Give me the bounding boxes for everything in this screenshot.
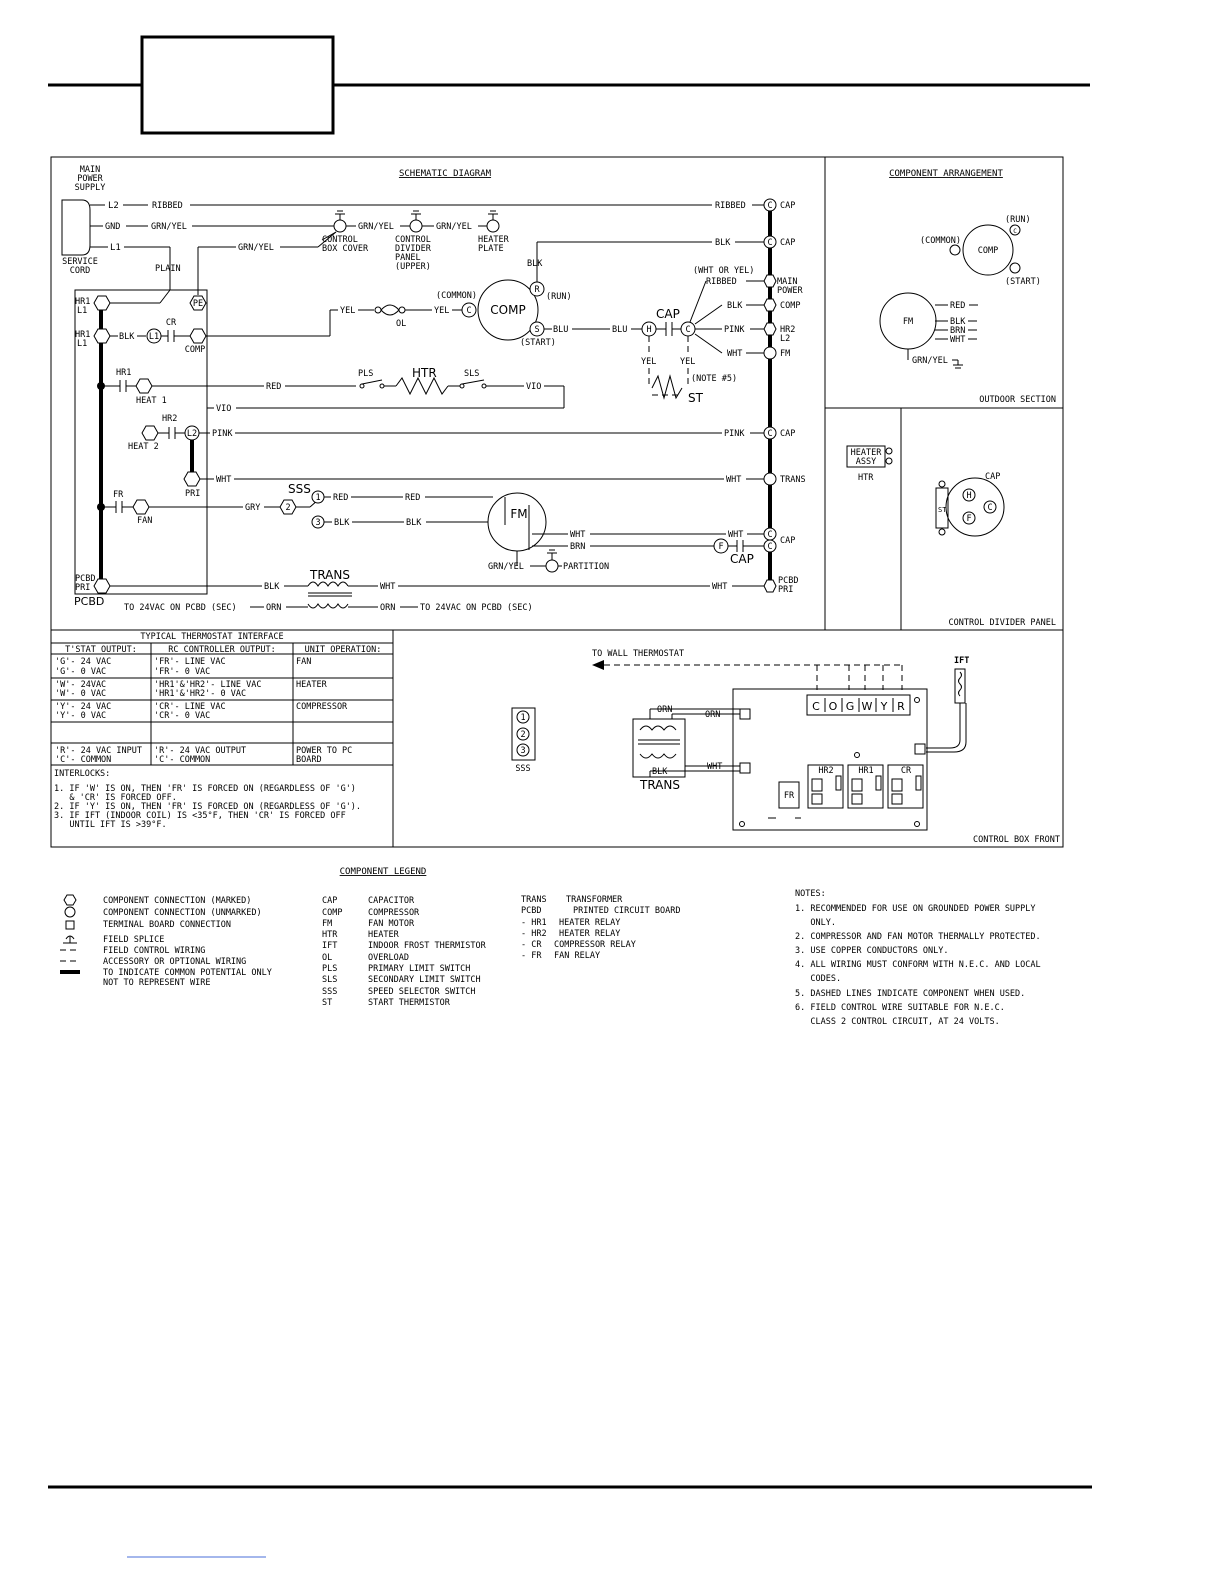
svg-text:PRIMARY LIMIT SWITCH: PRIMARY LIMIT SWITCH	[368, 964, 471, 974]
ground-control-box-cover	[322, 211, 369, 254]
svg-text:CAP: CAP	[780, 429, 796, 439]
svg-text:FM: FM	[902, 317, 914, 327]
svg-text:HTR: HTR	[412, 366, 437, 380]
svg-text:'FR'- LINE VAC: 'FR'- LINE VAC	[154, 657, 226, 667]
svg-text:BRN: BRN	[950, 326, 966, 336]
svg-text:L2: L2	[780, 334, 791, 344]
svg-text:PINK: PINK	[724, 429, 745, 439]
svg-text:COMP: COMP	[322, 908, 343, 918]
svg-text:2. COMPRESSOR AND FAN MOTOR TH: 2. COMPRESSOR AND FAN MOTOR THERMALLY PROTECTED.	[795, 932, 1041, 942]
svg-text:2: 2	[520, 730, 526, 740]
svg-text:TRANS: TRANS	[521, 895, 547, 905]
svg-text:TO 24VAC ON PCBD (SEC): TO 24VAC ON PCBD (SEC)	[124, 603, 237, 613]
svg-text:3. USE COPPER CONDUCTORS ONLY.: 3. USE COPPER CONDUCTORS ONLY.	[795, 946, 949, 956]
svg-text:(START): (START)	[520, 338, 556, 348]
component-arrangement-title: COMPONENT ARRANGEMENT	[889, 169, 1003, 179]
svg-text:H: H	[646, 325, 652, 335]
svg-text:BLK: BLK	[527, 259, 543, 269]
svg-text:BOARD: BOARD	[296, 755, 322, 765]
right-terminals	[690, 199, 803, 359]
svg-text:HR1: HR1	[116, 368, 132, 378]
ground-control-divider-upper	[395, 211, 432, 272]
svg-text:UNIT OPERATION:: UNIT OPERATION:	[304, 645, 382, 655]
svg-text:FM: FM	[780, 349, 791, 359]
svg-text:WHT: WHT	[380, 582, 396, 592]
svg-text:WHT: WHT	[707, 762, 723, 772]
svg-text:WHT: WHT	[726, 475, 742, 485]
svg-text:CONTROL: CONTROL	[322, 235, 358, 245]
main-power-supply	[62, 165, 105, 276]
svg-text:POWER: POWER	[77, 174, 103, 184]
ribbed-wire-label: RIBBED	[152, 201, 183, 211]
hr2-circuit	[128, 414, 795, 472]
svg-text:RED: RED	[333, 493, 349, 503]
svg-text:C: C	[767, 429, 773, 439]
svg-text:HR2: HR2	[780, 325, 796, 335]
fan-motor	[488, 493, 546, 551]
svg-text:FM: FM	[510, 507, 528, 521]
gnd-label: GND	[105, 222, 121, 232]
svg-text:F: F	[718, 542, 724, 552]
svg-text:WHT: WHT	[728, 530, 744, 540]
svg-text:C: C	[1013, 228, 1017, 235]
svg-text:YEL: YEL	[680, 357, 696, 367]
svg-text:START THERMISTOR: START THERMISTOR	[368, 998, 450, 1008]
svg-text:(WHT OR YEL): (WHT OR YEL)	[693, 266, 755, 276]
svg-text:C: C	[812, 700, 820, 713]
control-box-front-label: CONTROL BOX FRONT	[973, 835, 1060, 845]
svg-text:F: F	[966, 514, 972, 524]
svg-text:BLK: BLK	[334, 518, 350, 528]
svg-text:(RUN): (RUN)	[546, 292, 572, 302]
svg-text:PLATE: PLATE	[478, 244, 504, 254]
svg-text:CAP: CAP	[780, 201, 796, 211]
transformer-circuit	[74, 568, 798, 613]
svg-text:COMP: COMP	[780, 301, 801, 311]
svg-text:(START): (START)	[1005, 277, 1041, 287]
svg-text:PINK: PINK	[212, 429, 233, 439]
svg-text:'CR'- LINE VAC: 'CR'- LINE VAC	[154, 702, 226, 712]
svg-text:BLU: BLU	[612, 325, 628, 335]
svg-text:W: W	[861, 700, 873, 713]
svg-text:TRANS: TRANS	[310, 568, 350, 582]
svg-text:PCBD: PCBD	[75, 574, 96, 584]
svg-text:4. ALL WIRING MUST CONFORM WIT: 4. ALL WIRING MUST CONFORM WITH N.E.C. AND LOCAL	[795, 960, 1041, 970]
svg-text:POWER: POWER	[777, 286, 803, 296]
svg-text:SPEED SELECTOR SWITCH: SPEED SELECTOR SWITCH	[368, 987, 476, 997]
svg-text:HR1: HR1	[75, 297, 91, 307]
svg-text:HEAT 2: HEAT 2	[128, 442, 159, 452]
svg-text:ACCESSORY OR OPTIONAL WIRING: ACCESSORY OR OPTIONAL WIRING	[103, 957, 247, 967]
svg-text:CAP: CAP	[780, 536, 796, 546]
svg-text:HEAT 1: HEAT 1	[136, 396, 167, 406]
svg-text:PINK: PINK	[724, 325, 745, 335]
svg-text:1: 1	[520, 713, 526, 723]
svg-text:TRANSFORMER: TRANSFORMER	[566, 895, 623, 905]
legend-abbreviations	[322, 896, 487, 1008]
start-thermistor	[641, 336, 737, 405]
svg-text:WHT: WHT	[570, 530, 586, 540]
svg-text:WHT: WHT	[727, 349, 743, 359]
svg-text:RIBBED: RIBBED	[706, 277, 737, 287]
svg-text:PRI: PRI	[75, 583, 91, 593]
svg-text:CAPACITOR: CAPACITOR	[368, 896, 415, 906]
svg-text:YEL: YEL	[641, 357, 657, 367]
svg-text:HTR: HTR	[322, 930, 338, 940]
svg-text:RC CONTROLLER OUTPUT:: RC CONTROLLER OUTPUT:	[168, 645, 276, 655]
svg-text:COMPRESSOR: COMPRESSOR	[296, 702, 348, 712]
svg-text:'FR'- 0 VAC: 'FR'- 0 VAC	[154, 667, 211, 677]
svg-text:HR1: HR1	[858, 766, 874, 776]
svg-text:PCBD: PCBD	[778, 576, 799, 586]
svg-text:(COMMON): (COMMON)	[436, 291, 477, 301]
svg-text:SSS: SSS	[288, 482, 311, 496]
svg-text:BLK: BLK	[727, 301, 743, 311]
svg-text:CODES.: CODES.	[795, 974, 842, 984]
svg-text:OL: OL	[396, 319, 407, 329]
svg-text:PARTITION: PARTITION	[563, 562, 610, 572]
svg-text:2. IF 'Y' IS ON, THEN 'FR' IS: 2. IF 'Y' IS ON, THEN 'FR' IS FORCED ON (REGARDLESS OF 'G').	[54, 802, 362, 812]
svg-text:SSS: SSS	[322, 987, 338, 997]
svg-text:S: S	[534, 325, 540, 335]
svg-text:PLS: PLS	[322, 964, 338, 974]
svg-text:'C'- COMMON: 'C'- COMMON	[55, 755, 112, 765]
svg-text:WHT: WHT	[712, 582, 728, 592]
svg-text:- HR1: - HR1	[521, 918, 547, 928]
svg-text:GRY: GRY	[245, 503, 261, 513]
hr1-l1-terminal	[75, 290, 170, 316]
svg-text:T'STAT OUTPUT:: T'STAT OUTPUT:	[65, 645, 137, 655]
svg-text:3: 3	[315, 518, 321, 528]
svg-text:'R'- 24 VAC OUTPUT: 'R'- 24 VAC OUTPUT	[154, 746, 247, 756]
svg-text:PRI: PRI	[778, 585, 794, 595]
svg-text:PRINTED CIRCUIT BOARD: PRINTED CIRCUIT BOARD	[573, 906, 681, 916]
svg-text:HTR: HTR	[858, 473, 874, 483]
svg-text:BOX COVER: BOX COVER	[322, 244, 369, 254]
svg-text:BLU: BLU	[553, 325, 569, 335]
svg-text:HEATER: HEATER	[850, 448, 882, 458]
svg-text:R: R	[534, 285, 540, 295]
svg-text:- CR: - CR	[521, 940, 542, 950]
pri-circuit	[184, 472, 806, 499]
svg-text:HEATER RELAY: HEATER RELAY	[559, 918, 621, 928]
svg-text:'Y'- 24 VAC: 'Y'- 24 VAC	[55, 702, 112, 712]
svg-text:UNTIL IFT IS >39°F.: UNTIL IFT IS >39°F.	[54, 820, 167, 830]
svg-text:SLS: SLS	[464, 369, 480, 379]
svg-text:PANEL: PANEL	[395, 253, 421, 263]
legend-symbols	[60, 895, 272, 988]
svg-text:FAN RELAY: FAN RELAY	[554, 951, 601, 961]
svg-text:GRN/YEL: GRN/YEL	[912, 356, 948, 366]
plain-label: PLAIN	[155, 264, 181, 274]
svg-text:'G'- 0 VAC: 'G'- 0 VAC	[55, 667, 107, 677]
svg-text:(UPPER): (UPPER)	[395, 262, 431, 272]
svg-text:CONTROL: CONTROL	[395, 235, 431, 245]
svg-text:C: C	[767, 201, 773, 211]
arrangement-capacitor	[936, 472, 1004, 536]
svg-text:CAP: CAP	[985, 472, 1001, 482]
svg-text:PE: PE	[192, 299, 204, 309]
svg-text:POWER TO PC: POWER TO PC	[296, 746, 353, 756]
svg-text:ST: ST	[688, 391, 703, 405]
svg-text:ORN: ORN	[380, 603, 396, 613]
control-divider-panel-label: CONTROL DIVIDER PANEL	[948, 618, 1056, 628]
svg-text:'W'- 24VAC: 'W'- 24VAC	[55, 680, 107, 690]
svg-text:SSS: SSS	[515, 764, 531, 774]
svg-text:GRN/YEL: GRN/YEL	[238, 243, 274, 253]
heater-circuit	[97, 366, 564, 414]
svg-text:PCBD: PCBD	[521, 906, 542, 916]
svg-text:C: C	[466, 306, 472, 316]
svg-text:COMPRESSOR: COMPRESSOR	[368, 908, 420, 918]
svg-text:IFT: IFT	[954, 656, 970, 666]
svg-text:VIO: VIO	[526, 382, 542, 392]
svg-text:C: C	[987, 503, 993, 513]
svg-text:TO INDICATE COMMON POTENTIAL O: TO INDICATE COMMON POTENTIAL ONLY	[103, 968, 272, 978]
svg-text:'R'- 24 VAC INPUT: 'R'- 24 VAC INPUT	[55, 746, 142, 756]
svg-text:3: 3	[520, 746, 526, 756]
svg-text:COMP: COMP	[184, 345, 206, 355]
svg-text:L1: L1	[77, 306, 88, 316]
svg-text:'CR'- 0 VAC: 'CR'- 0 VAC	[154, 711, 211, 721]
svg-text:'G'- 24 VAC: 'G'- 24 VAC	[55, 657, 112, 667]
svg-text:TYPICAL THERMOSTAT INTERFACE: TYPICAL THERMOSTAT INTERFACE	[140, 632, 284, 642]
svg-text:HR2: HR2	[818, 766, 834, 776]
legend-abbreviations-2	[521, 895, 680, 961]
svg-text:TO 24VAC ON PCBD (SEC): TO 24VAC ON PCBD (SEC)	[420, 603, 533, 613]
svg-text:BLK: BLK	[264, 582, 280, 592]
svg-text:GRN/YEL: GRN/YEL	[151, 222, 187, 232]
svg-text:NOT TO REPRESENT WIRE: NOT TO REPRESENT WIRE	[103, 978, 211, 988]
svg-text:OL: OL	[322, 953, 333, 963]
svg-text:MAIN: MAIN	[79, 165, 101, 175]
svg-text:RED: RED	[950, 301, 966, 311]
svg-text:RIBBED: RIBBED	[715, 201, 746, 211]
svg-text:'W'- 0 VAC: 'W'- 0 VAC	[55, 689, 107, 699]
schematic-title: SCHEMATIC DIAGRAM	[398, 169, 492, 179]
svg-text:3. IF IFT (INDOOR COIL) IS <35: 3. IF IFT (INDOOR COIL) IS <35°F, THEN 'CR' IS FORCED OFF	[54, 811, 346, 821]
svg-text:- HR2: - HR2	[521, 929, 547, 939]
svg-text:1. RECOMMENDED FOR USE ON GROU: 1. RECOMMENDED FOR USE ON GROUNDED POWER SUPPLY	[795, 904, 1036, 914]
pe-terminal	[190, 296, 206, 310]
svg-text:(NOTE #5): (NOTE #5)	[691, 374, 738, 384]
svg-text:TERMINAL BOARD CONNECTION: TERMINAL BOARD CONNECTION	[103, 920, 231, 930]
svg-text:L1: L1	[77, 339, 88, 349]
fan-circuit	[97, 482, 795, 572]
svg-text:BLK: BLK	[652, 767, 668, 777]
svg-text:RED: RED	[405, 493, 421, 503]
svg-text:WHT: WHT	[950, 335, 966, 345]
svg-text:GRN/YEL: GRN/YEL	[358, 222, 394, 232]
svg-text:BRN: BRN	[570, 542, 586, 552]
svg-text:(RUN): (RUN)	[1005, 215, 1031, 225]
svg-text:BLK: BLK	[406, 518, 422, 528]
svg-text:G: G	[845, 700, 855, 713]
component-legend-title: COMPONENT LEGEND	[339, 867, 427, 877]
svg-text:C: C	[767, 238, 773, 248]
svg-text:5. DASHED LINES INDICATE COMPO: 5. DASHED LINES INDICATE COMPONENT WHEN USED.	[795, 989, 1026, 999]
svg-text:C: C	[767, 530, 773, 540]
svg-text:SLS: SLS	[322, 975, 338, 985]
svg-text:(COMMON): (COMMON)	[920, 236, 961, 246]
svg-text:C: C	[685, 325, 691, 335]
svg-text:'C'- COMMON: 'C'- COMMON	[154, 755, 211, 765]
thermostat-interface-table	[51, 632, 393, 830]
svg-text:SUPPLY: SUPPLY	[74, 183, 106, 193]
svg-text:WHT: WHT	[216, 475, 232, 485]
svg-text:'Y'- 0 VAC: 'Y'- 0 VAC	[55, 711, 107, 721]
svg-text:FAN: FAN	[137, 516, 153, 526]
svg-text:GRN/YEL: GRN/YEL	[436, 222, 472, 232]
l1-label: L1	[110, 243, 121, 253]
svg-text:TRANS: TRANS	[780, 475, 806, 485]
svg-text:6. FIELD CONTROL WIRE SUITABLE: 6. FIELD CONTROL WIRE SUITABLE FOR N.E.C.	[795, 1003, 1005, 1013]
svg-text:COMPRESSOR RELAY: COMPRESSOR RELAY	[554, 940, 636, 950]
svg-text:PRI: PRI	[185, 489, 201, 499]
svg-text:VIO: VIO	[216, 404, 232, 414]
control-box-front	[512, 649, 969, 830]
svg-text:HR2: HR2	[162, 414, 178, 424]
svg-text:L1: L1	[148, 332, 160, 342]
svg-text:FIELD CONTROL WIRING: FIELD CONTROL WIRING	[103, 946, 206, 956]
svg-text:1. IF 'W' IS ON, THEN 'FR' IS: 1. IF 'W' IS ON, THEN 'FR' IS FORCED ON (REGARDLESS OF 'G')	[54, 784, 356, 794]
svg-text:BLK: BLK	[119, 332, 135, 342]
outdoor-section-label: OUTDOOR SECTION	[979, 395, 1056, 405]
svg-text:FR: FR	[113, 490, 124, 500]
svg-text:CLASS 2 CONTROL CIRCUIT, AT 24: CLASS 2 CONTROL CIRCUIT, AT 24 VOLTS.	[795, 1017, 1000, 1027]
svg-text:INDOOR FROST THERMISTOR: INDOOR FROST THERMISTOR	[368, 941, 486, 951]
svg-text:YEL: YEL	[434, 306, 450, 316]
svg-text:SECONDARY LIMIT SWITCH: SECONDARY LIMIT SWITCH	[368, 975, 481, 985]
ground-heater-plate	[478, 211, 510, 254]
to-wall-thermostat-label: TO WALL THERMOSTAT	[592, 649, 685, 659]
svg-text:HEATER: HEATER	[368, 930, 399, 940]
svg-text:Y: Y	[880, 700, 888, 713]
svg-text:ST: ST	[322, 998, 333, 1008]
l2-label: L2	[108, 201, 119, 211]
svg-text:FR: FR	[783, 791, 795, 801]
arrangement-fan-motor	[880, 293, 978, 368]
svg-text:BLK: BLK	[950, 317, 966, 327]
svg-text:TRANS: TRANS	[640, 778, 680, 792]
svg-text:CAP: CAP	[730, 552, 754, 566]
svg-text:1: 1	[315, 493, 321, 503]
svg-text:FIELD SPLICE: FIELD SPLICE	[103, 935, 165, 945]
svg-text:YEL: YEL	[340, 306, 356, 316]
svg-text:FAN: FAN	[296, 657, 312, 667]
svg-text:'HR1'&'HR2'- 0 VAC: 'HR1'&'HR2'- 0 VAC	[154, 689, 247, 699]
arrangement-compressor	[920, 215, 1041, 287]
svg-text:2: 2	[285, 503, 291, 513]
svg-text:DIVIDER: DIVIDER	[395, 244, 431, 254]
svg-text:CAP: CAP	[656, 307, 680, 321]
svg-text:'HR1'&'HR2'- LINE VAC: 'HR1'&'HR2'- LINE VAC	[154, 680, 262, 690]
svg-text:RED: RED	[266, 382, 282, 392]
svg-text:IFT: IFT	[322, 941, 338, 951]
svg-text:INTERLOCKS:: INTERLOCKS:	[54, 769, 111, 779]
svg-text:BLK: BLK	[715, 238, 731, 248]
svg-text:CR: CR	[165, 318, 177, 328]
svg-text:NOTES:: NOTES:	[795, 889, 826, 899]
arrangement-heater	[847, 446, 892, 483]
svg-text:O: O	[828, 700, 838, 713]
svg-text:HEATER: HEATER	[478, 235, 509, 245]
svg-text:PCBD: PCBD	[74, 595, 105, 608]
svg-text:H: H	[966, 491, 972, 501]
svg-text:COMP: COMP	[977, 246, 999, 256]
svg-text:HEATER: HEATER	[296, 680, 327, 690]
svg-text:COMPONENT CONNECTION (UNMARKED: COMPONENT CONNECTION (UNMARKED)	[103, 908, 262, 918]
svg-text:L2: L2	[186, 429, 198, 439]
svg-text:COMP: COMP	[490, 303, 526, 317]
svg-text:FAN MOTOR: FAN MOTOR	[368, 919, 415, 929]
svg-text:C: C	[767, 542, 773, 552]
svg-text:OVERLOAD: OVERLOAD	[368, 953, 409, 963]
svg-text:CORD: CORD	[69, 266, 91, 276]
notes	[795, 889, 1041, 1027]
svg-text:FM: FM	[322, 919, 333, 929]
svg-text:CR: CR	[900, 766, 912, 776]
svg-text:CAP: CAP	[322, 896, 338, 906]
svg-text:CAP: CAP	[780, 238, 796, 248]
svg-text:COMPONENT CONNECTION (MARKED): COMPONENT CONNECTION (MARKED)	[103, 896, 252, 906]
svg-text:- FR: - FR	[521, 951, 542, 961]
svg-text:& 'CR' IS FORCED OFF.: & 'CR' IS FORCED OFF.	[54, 793, 177, 803]
svg-text:ORN: ORN	[266, 603, 282, 613]
svg-text:ONLY.: ONLY.	[795, 918, 836, 928]
svg-text:SERVICE: SERVICE	[62, 257, 98, 267]
svg-text:HR1: HR1	[75, 330, 91, 340]
page-header	[48, 37, 1090, 133]
svg-text:HEATER RELAY: HEATER RELAY	[559, 929, 621, 939]
svg-text:ST: ST	[938, 506, 947, 514]
svg-text:ORN: ORN	[705, 710, 721, 720]
svg-text:ORN: ORN	[657, 705, 673, 715]
svg-text:MAIN: MAIN	[777, 277, 798, 287]
svg-text:PLS: PLS	[358, 369, 374, 379]
svg-text:ASSY: ASSY	[855, 457, 877, 467]
svg-text:R: R	[897, 700, 905, 713]
svg-text:GRN/YEL: GRN/YEL	[488, 562, 524, 572]
